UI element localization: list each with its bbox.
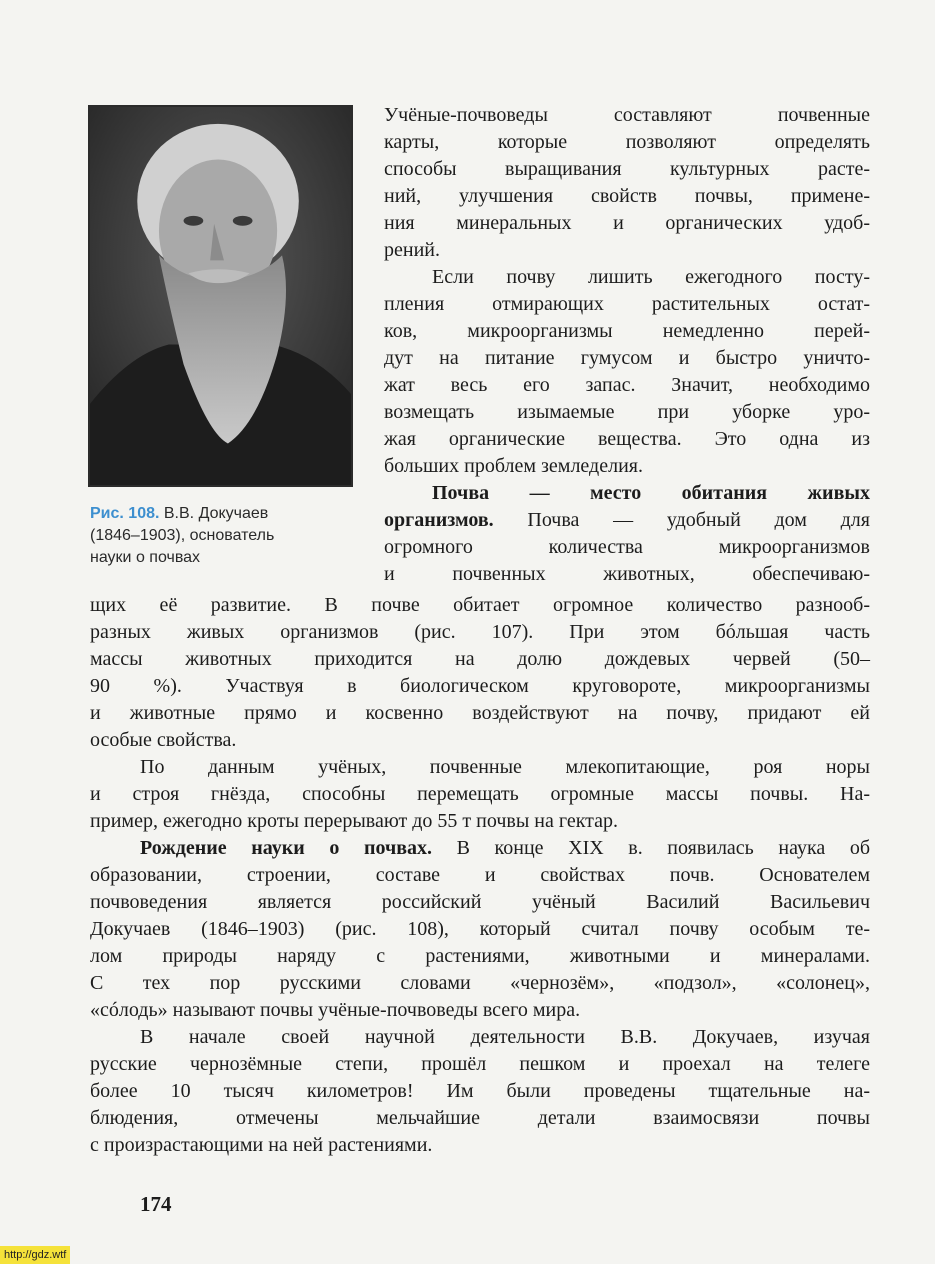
text-line: 90 %). Участвуя в биологическом круговороте, микроорганизмы	[90, 675, 870, 697]
text-line: По данным учёных, почвенные млекопитающие, роя норы	[140, 756, 870, 778]
text-line: «сóлодь» называют почвы учёные-почвоведы всего мира.	[90, 999, 581, 1021]
page-number: 174	[140, 1192, 172, 1216]
text-line: карты, которые позволяют определять	[384, 131, 870, 153]
text-line: пример, ежегодно кроты перерывают до 55 т почвы на гектар.	[90, 810, 619, 832]
paragraph-6	[90, 1024, 870, 1159]
text-line: и почвенных животных, обеспечиваю-	[384, 563, 870, 585]
text-line: ния минеральных и органических удоб-	[384, 212, 870, 234]
text-line: огромного количества микроорганизмов	[384, 536, 870, 558]
paragraph-3-continued	[90, 592, 870, 754]
section-heading-soil-habitat-end: организмов.	[384, 509, 494, 531]
paragraph-4	[90, 754, 870, 835]
paragraph-2	[384, 264, 870, 480]
text-line: жат весь его запас. Значит, необходимо	[384, 374, 870, 396]
caption-line-2: (1846–1903), основатель	[90, 527, 275, 544]
text-line: возмещать изымаемые при уборке уро-	[384, 401, 870, 423]
text-fragment: Почва — удобный дом для	[493, 509, 870, 531]
text-fragment: В конце XIX в. появилась наука об	[432, 837, 871, 859]
text-line: массы животных приходится на долю дождевых червей (50–	[90, 648, 870, 670]
right-column-text	[384, 102, 870, 588]
caption-line-1: В.В. Докучаев	[159, 505, 269, 522]
text-line: С тех пор русскими словами «чернозём», «подзол», «солонец»,	[90, 972, 870, 994]
text-line: щих её развитие. В почве обитает огромное количество разнооб-	[90, 594, 870, 616]
text-line: и животные прямо и косвенно воздействуют на почву, придают ей	[90, 702, 870, 724]
paragraph-3-start	[384, 480, 870, 588]
text-line: Если почву лишить ежегодного посту-	[432, 266, 870, 288]
text-line: более 10 тысяч километров! Им были проведены тщательные на-	[90, 1080, 870, 1102]
portrait-illustration	[90, 107, 351, 485]
text-line: больших проблем земледелия.	[384, 455, 643, 477]
text-line: с произрастающими на ней растениями.	[90, 1134, 433, 1156]
portrait-photo	[88, 105, 353, 487]
text-line: и строя гнёзда, способны перемещать огромные массы почвы. На-	[90, 783, 870, 805]
text-line: лом природы наряду с растениями, животными и минералами.	[90, 945, 870, 967]
text-line: особые свойства.	[90, 729, 237, 751]
text-line: жая органические вещества. Это одна из	[384, 428, 870, 450]
caption-line-3: науки о почвах	[90, 549, 201, 566]
text-line: почвоведения является российский учёный Василий Васильевич	[90, 891, 870, 913]
body-text	[90, 592, 870, 1159]
text-line: Докучаев (1846–1903) (рис. 108), который считал почву особым те-	[90, 918, 870, 940]
text-line: блюдения, отмечены мельчайшие детали взаимосвязи почвы	[90, 1107, 870, 1129]
text-line: пления отмирающих растительных остат-	[384, 293, 870, 315]
section-heading-soil-science: Рождение науки о почвах.	[140, 837, 433, 859]
text-line: Учёные-почвоведы составляют почвенные	[384, 104, 870, 126]
figure-caption	[90, 503, 355, 569]
text-line: ков, микроорганизмы немедленно перей-	[384, 320, 870, 342]
text-line	[90, 835, 870, 862]
text-line: образовании, строении, составе и свойствах почв. Основателем	[90, 864, 870, 886]
text-line: разных живых организмов (рис. 107). При этом бóльшая часть	[90, 621, 870, 643]
text-line: русские чернозёмные степи, прошёл пешком и проехал на телеге	[90, 1053, 870, 1075]
text-line: способы выращивания культурных расте-	[384, 158, 870, 180]
text-line: ний, улучшения свойств почвы, примене-	[384, 185, 870, 207]
url-stamp[interactable]: http://gdz.wtf	[0, 1246, 70, 1264]
text-line: В начале своей научной деятельности В.В. Докучаев, изучая	[140, 1026, 870, 1048]
section-heading-line-1	[384, 480, 870, 507]
figure-number: Рис. 108.	[90, 505, 160, 522]
text-line	[384, 507, 870, 534]
paragraph-1	[384, 102, 870, 264]
paragraph-5	[90, 835, 870, 1024]
text-line: рений.	[384, 239, 440, 261]
section-heading-soil-habitat: Почва — место обитания живых	[432, 482, 870, 504]
text-line: дут на питание гумусом и быстро уничто-	[384, 347, 870, 369]
